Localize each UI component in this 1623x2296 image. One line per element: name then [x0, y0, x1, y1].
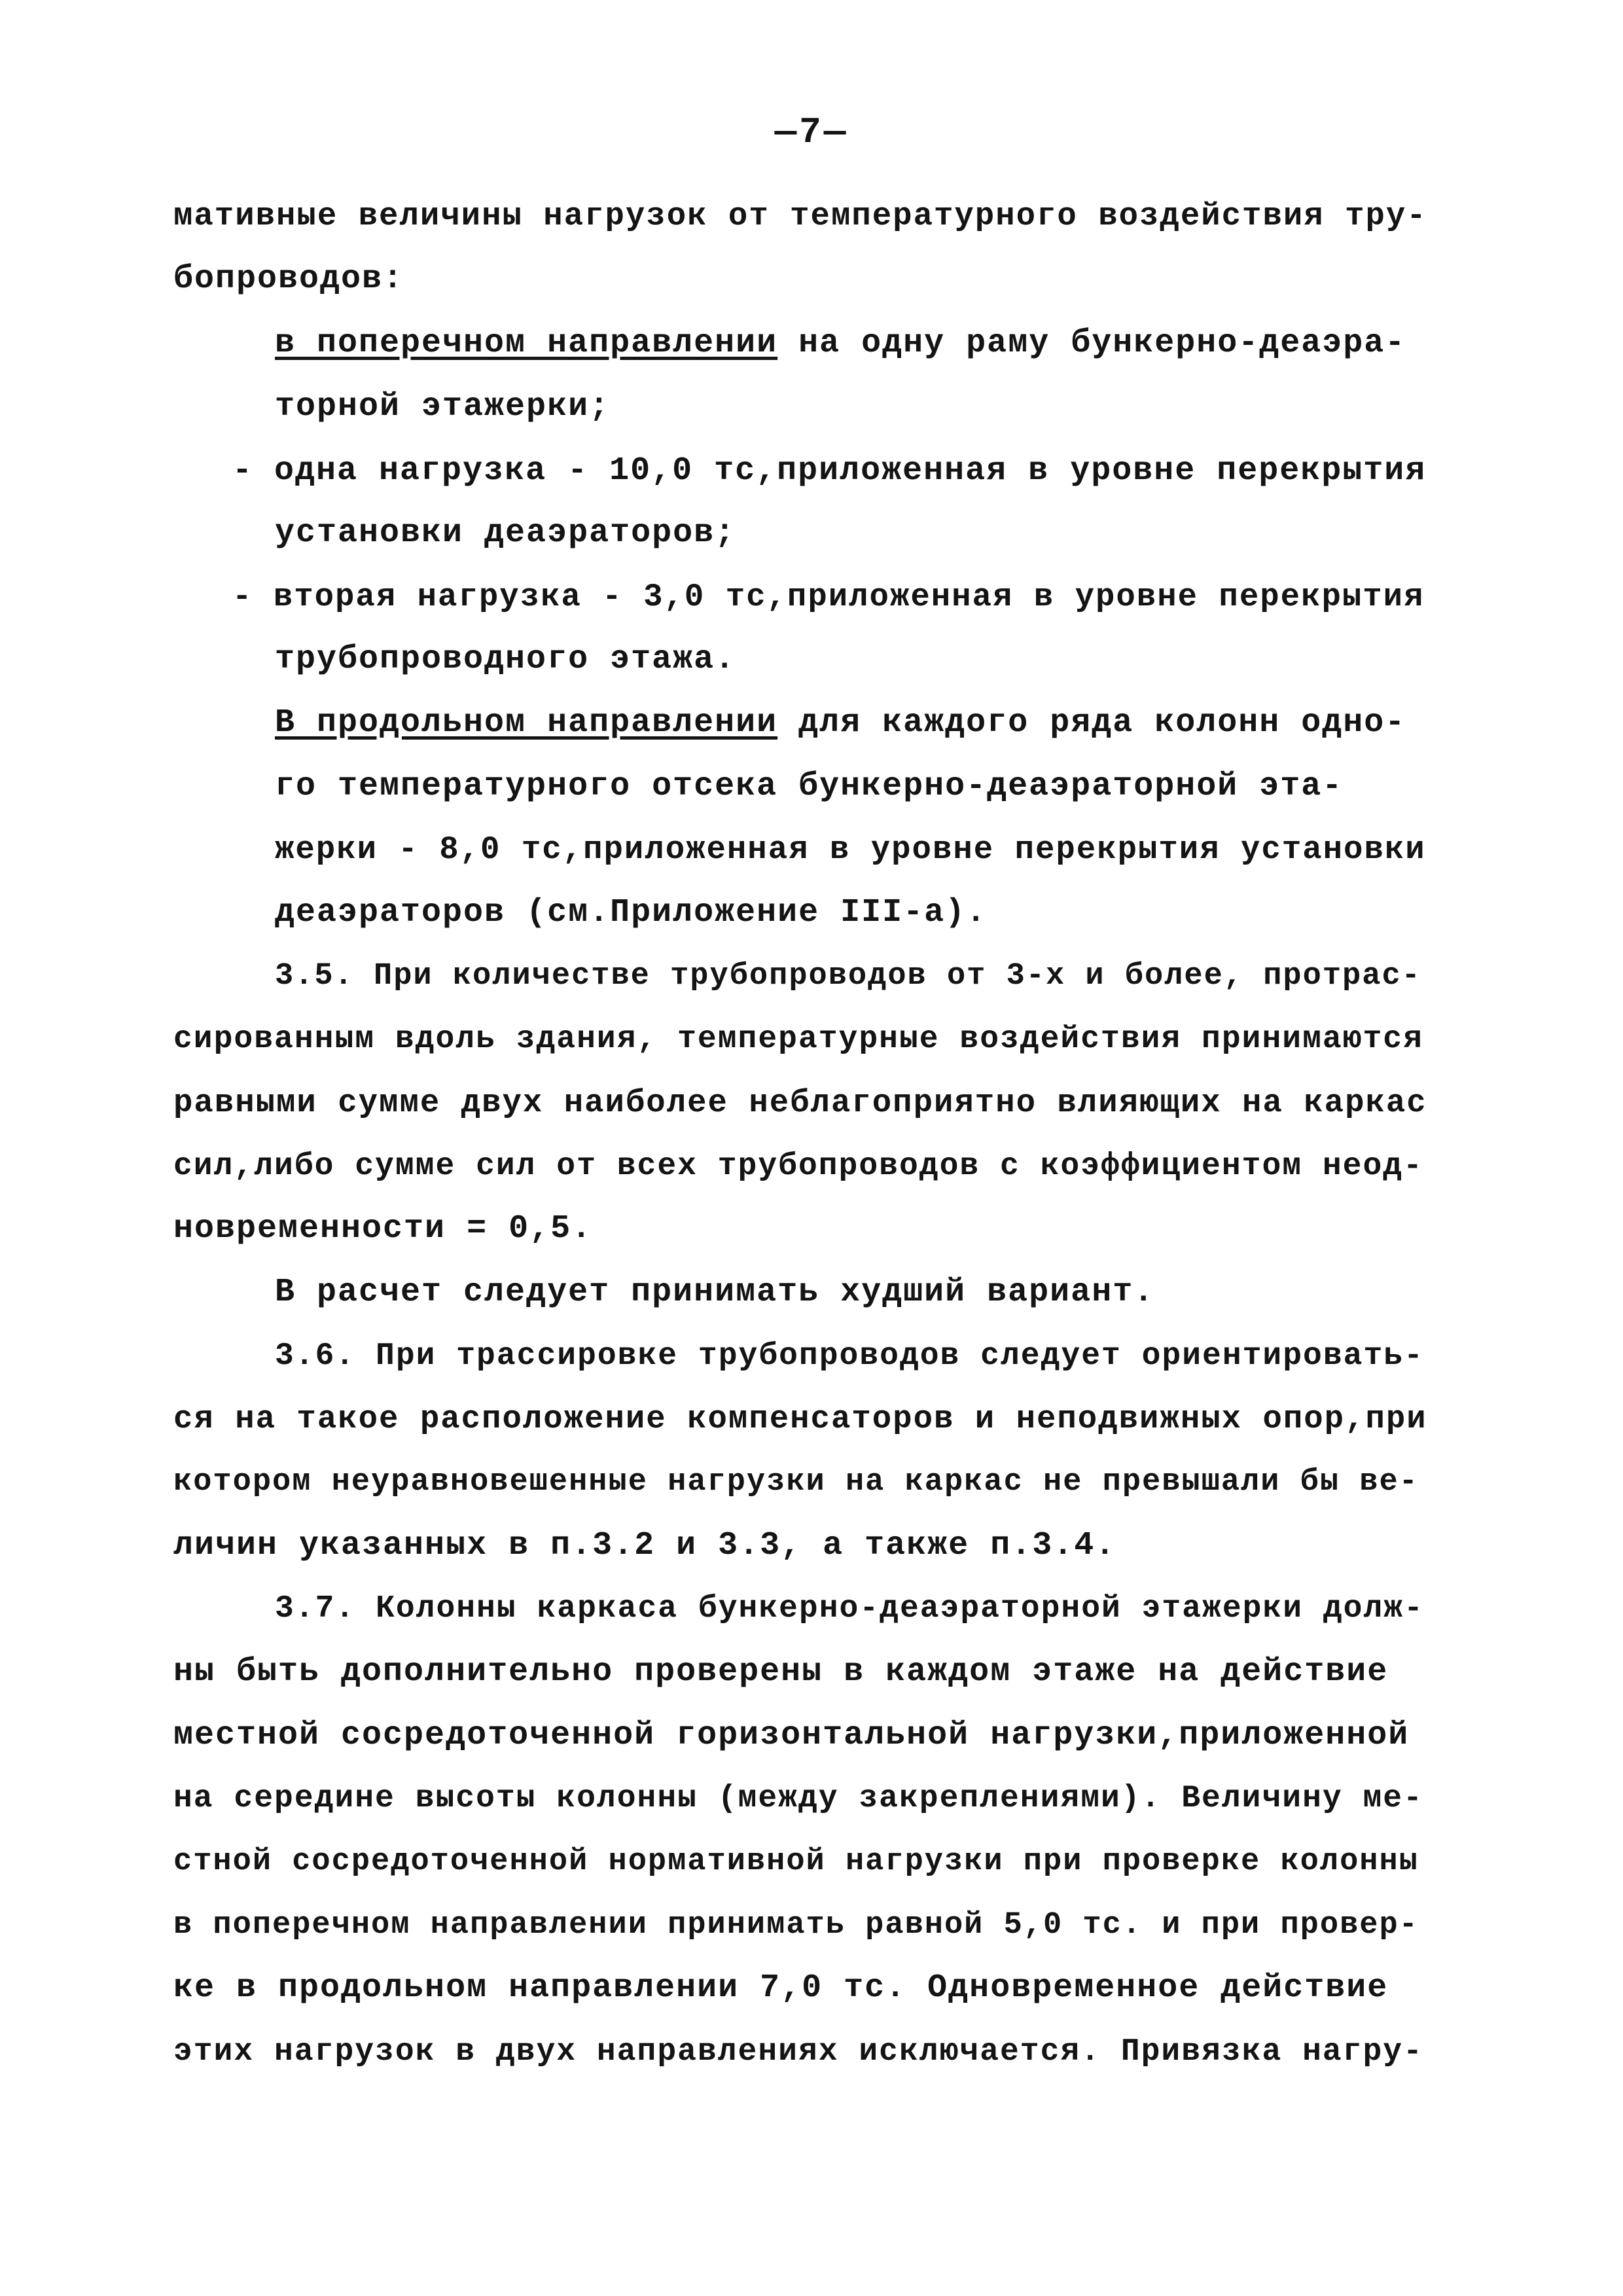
- text-line: ся на такое расположение компенсаторов и неподвижных опор,при: [173, 1401, 1427, 1437]
- text-line: личин указанных в п.3.2 и 3.3, а также п.3.4.: [173, 1527, 1116, 1564]
- text-line: 3.7. Колонны каркаса бункерно-деаэраторной этажерки долж-: [275, 1591, 1424, 1626]
- text-line: мативные величины нагрузок от температурного воздействия тру-: [173, 198, 1427, 234]
- text-line: ны быть дополнительно проверены в каждом этаже на действие: [173, 1653, 1389, 1691]
- text-line: установки деаэраторов;: [275, 514, 736, 552]
- text-line: - вторая нагрузка - 3,0 тс,приложенная в уровне перекрытия: [232, 579, 1425, 615]
- text-line: [275, 704, 1406, 743]
- text-line: сированным вдоль здания, температурные воздействия принимаются: [173, 1022, 1423, 1057]
- text-line: го температурного отсека бункерно-деаэраторной эта-: [275, 768, 1344, 805]
- text-line: [275, 324, 1406, 363]
- text-line: бопроводов:: [173, 260, 404, 298]
- text-line: сил,либо сумме сил от всех трубопроводов с коэффициентом неод-: [173, 1149, 1423, 1184]
- text-line: котором неуравновешенные нагрузки на каркас не превышали бы ве-: [173, 1465, 1419, 1499]
- text-line: - одна нагрузка - 10,0 тс,приложенная в уровне перекрытия: [232, 452, 1427, 490]
- text-line: В расчет следует принимать худший вариант.: [275, 1274, 1155, 1311]
- text-line: 3.5. При количестве трубопроводов от 3-х и более, протрас-: [275, 959, 1421, 994]
- text-line: деаэраторов (см.Приложение III-а).: [275, 894, 988, 931]
- text-line: этих нагрузок в двух направлениях исключается. Привязка нагру-: [173, 2034, 1423, 2070]
- text-line: новременности = 0,5.: [173, 1210, 593, 1247]
- text-line: трубопроводного этажа.: [275, 641, 736, 678]
- text-line: равными сумме двух наиболее неблагоприятно влияющих на каркас: [173, 1085, 1427, 1121]
- underlined-heading-transverse: в поперечном направлении: [275, 325, 778, 362]
- text-line: стной сосредоточенной нормативной нагрузки при проверке колонны: [173, 1844, 1419, 1879]
- text-line: на середине высоты колонны (между закреплениями). Величину ме-: [173, 1781, 1423, 1816]
- text-line: в поперечном направлении принимать равной 5,0 тс. и при провер-: [173, 1908, 1419, 1943]
- text-line: ке в продольном направлении 7,0 тс. Одновременное действие: [173, 1969, 1389, 2007]
- text-line-rest: для каждого ряда колонн одно-: [798, 704, 1406, 742]
- text-line: торной этажерки;: [275, 388, 611, 425]
- page-number: —7—: [774, 111, 849, 153]
- text-line: 3.6. При трассировке трубопроводов следует ориентировать-: [275, 1338, 1424, 1374]
- text-line: местной сосредоточенной горизонтальной нагрузки,приложенной: [173, 1717, 1410, 1754]
- text-line-rest: на одну раму бункерно-деаэра-: [798, 325, 1406, 362]
- text-line: жерки - 8,0 тс,приложенная в уровне перекрытия установки: [275, 831, 1426, 868]
- underlined-heading-longitudinal: В продольном направлении: [275, 704, 778, 742]
